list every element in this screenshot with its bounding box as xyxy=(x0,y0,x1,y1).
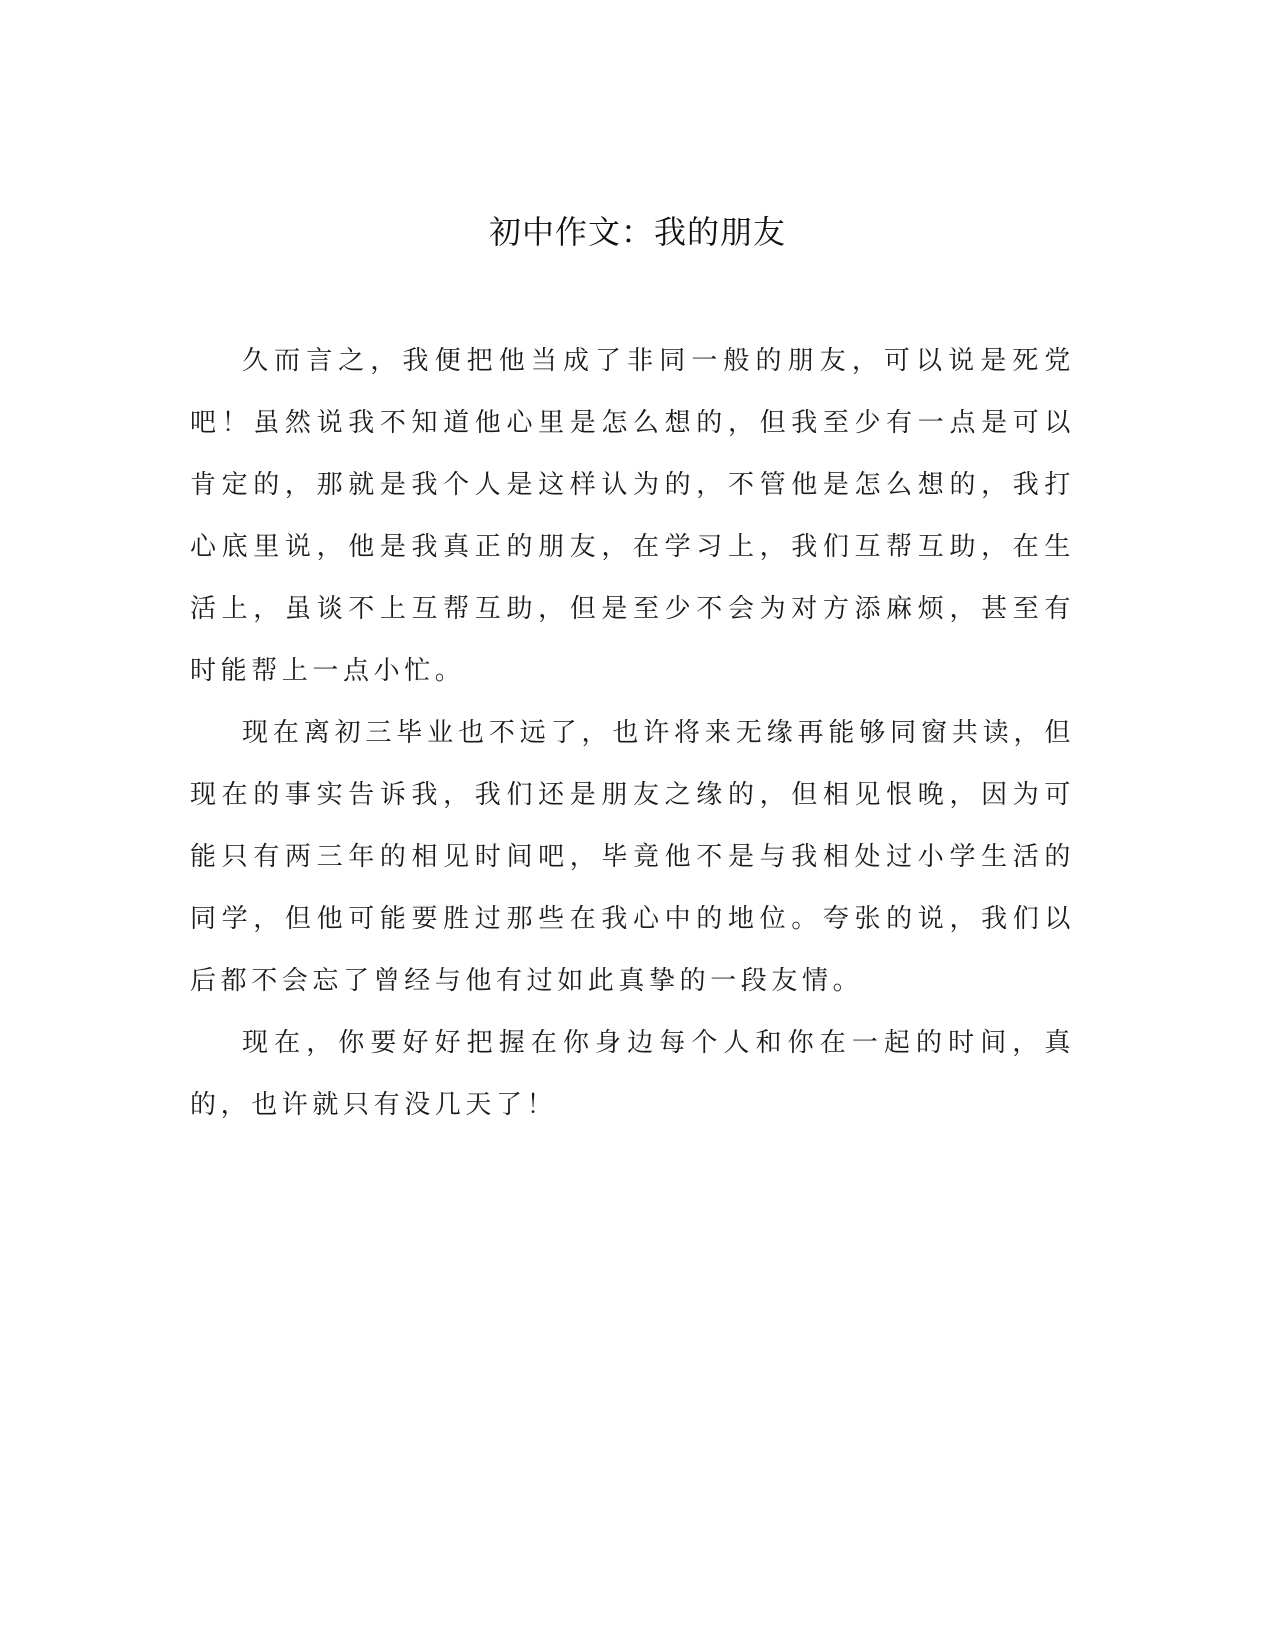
document-body xyxy=(190,330,1075,1136)
paragraph-3: 现在，你要好好把握在你身边每个人和你在一起的时间，真的，也许就只有没几天了！ xyxy=(190,1028,1075,1120)
paragraph-2: 现在离初三毕业也不远了，也许将来无缘再能够同窗共读，但现在的事实告诉我，我们还是朋友之缘的，但相见恨晚，因为可能只有两三年的相见时间吧，毕竟他不是与我相处过小学生活的同学，但他可能要胜过那些在我心中的地位。夸张的说，我们以后都不会忘了曾经与他有过如此真挚的一段友情。 xyxy=(190,718,1075,996)
document-title: 初中作文：我的朋友 xyxy=(488,213,786,251)
paragraph-1: 久而言之，我便把他当成了非同一般的朋友，可以说是死党吧！虽然说我不知道他心里是怎么想的，但我至少有一点是可以肯定的，那就是我个人是这样认为的，不管他是怎么想的，我打心底里说，他是我真正的朋友，在学习上，我们互帮互助，在生活上，虽谈不上互帮互助，但是至少不会为对方添麻烦，甚至有时能帮上一点小忙。 xyxy=(190,346,1075,686)
